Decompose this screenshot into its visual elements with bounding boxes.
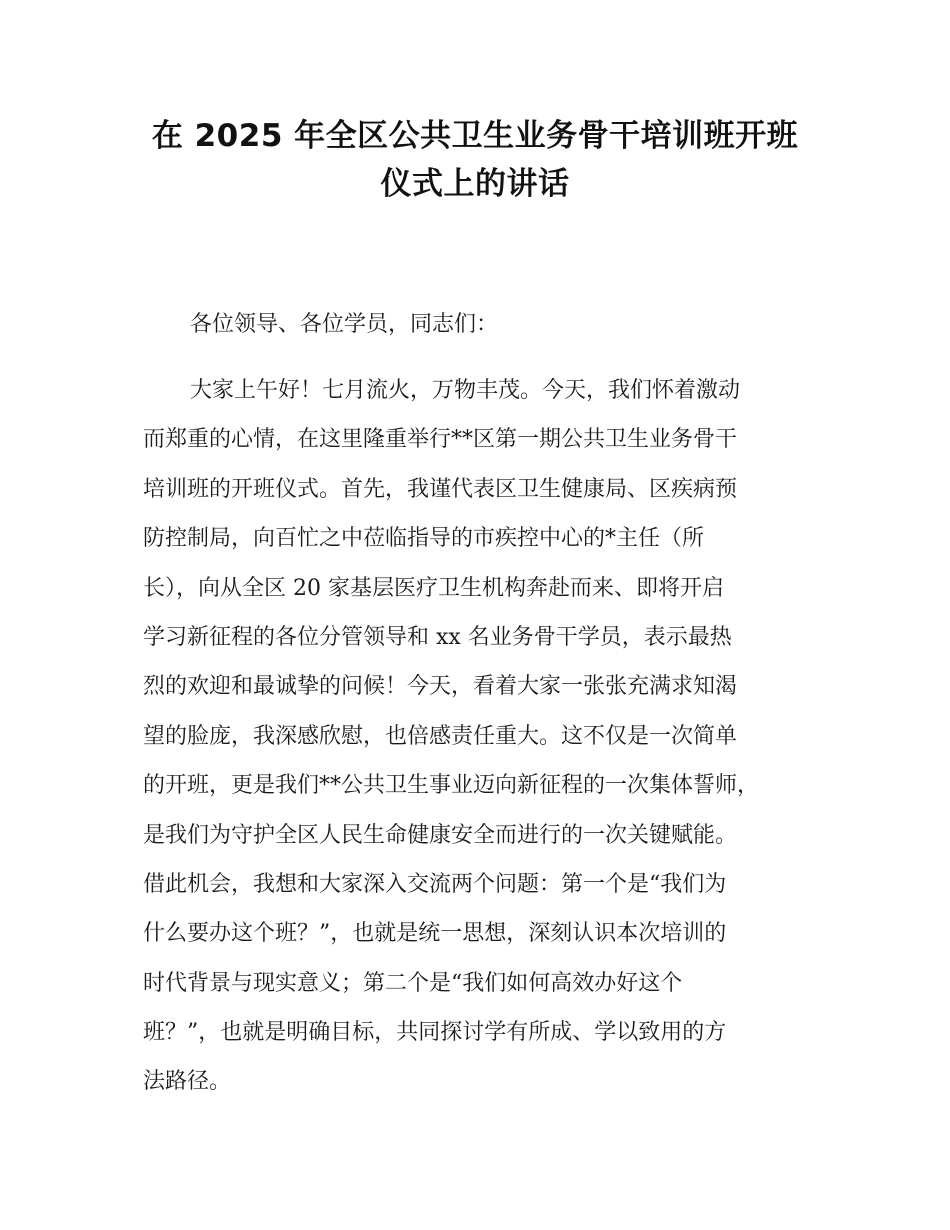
paragraph-line: 学习新征程的各位分管领导和 xx 名业务骨干学员，表示最热 [143, 624, 732, 650]
paragraph-line: 培训班的开班仪式。首先，我谨代表区卫生健康局、区疾病预 [143, 476, 738, 502]
paragraph-line: 望的脸庞，我深感欣慰，也倍感责任重大。这不仅是一次简单 [143, 723, 738, 749]
paragraph-line: 长），向从全区 20 家基层医疗卫生机构奔赴而来、即将开启 [143, 575, 724, 601]
paragraph-line: 烈的欢迎和最诚挚的问候！今天，看着大家一张张充满求知渴 [143, 674, 738, 700]
paragraph-line: 防控制局，向百忙之中莅临指导的市疾控中心的*主任（所 [143, 526, 705, 552]
salutation-text: 各位领导、各位学员，同志们： [190, 312, 499, 337]
paragraph-line: 借此机会，我想和大家深入交流两个问题：第一个是“我们为 [143, 871, 727, 897]
paragraph-line: 大家上午好！七月流火，万物丰茂。今天，我们怀着激动 [190, 378, 741, 403]
paragraph-line: 是我们为守护全区人民生命健康安全而进行的一次关键赋能。 [143, 822, 738, 848]
speech-paragraph [143, 366, 823, 1107]
paragraph-line: 什么要办这个班？”，也就是统一思想，深刻认识本次培训的 [143, 921, 727, 947]
paragraph-line: 班？”，也就是明确目标，共同探讨学有所成、学以致用的方 [143, 1020, 727, 1046]
document-title [120, 112, 830, 208]
title-line: 在 2025 年全区公共卫生业务骨干培训班开班 [151, 118, 799, 154]
paragraph-line: 的开班，更是我们**公共卫生事业迈向新征程的一次集体誓师， [143, 773, 760, 799]
salutation [143, 306, 823, 344]
paragraph-line: 而郑重的心情，在这里隆重举行**区第一期公共卫生业务骨干 [143, 427, 738, 453]
title-line: 仪式上的讲话 [380, 166, 570, 202]
paragraph-line: 时代背景与现实意义；第二个是“我们如何高效办好这个 [143, 970, 683, 996]
paragraph-line: 法路径。 [143, 1069, 232, 1095]
